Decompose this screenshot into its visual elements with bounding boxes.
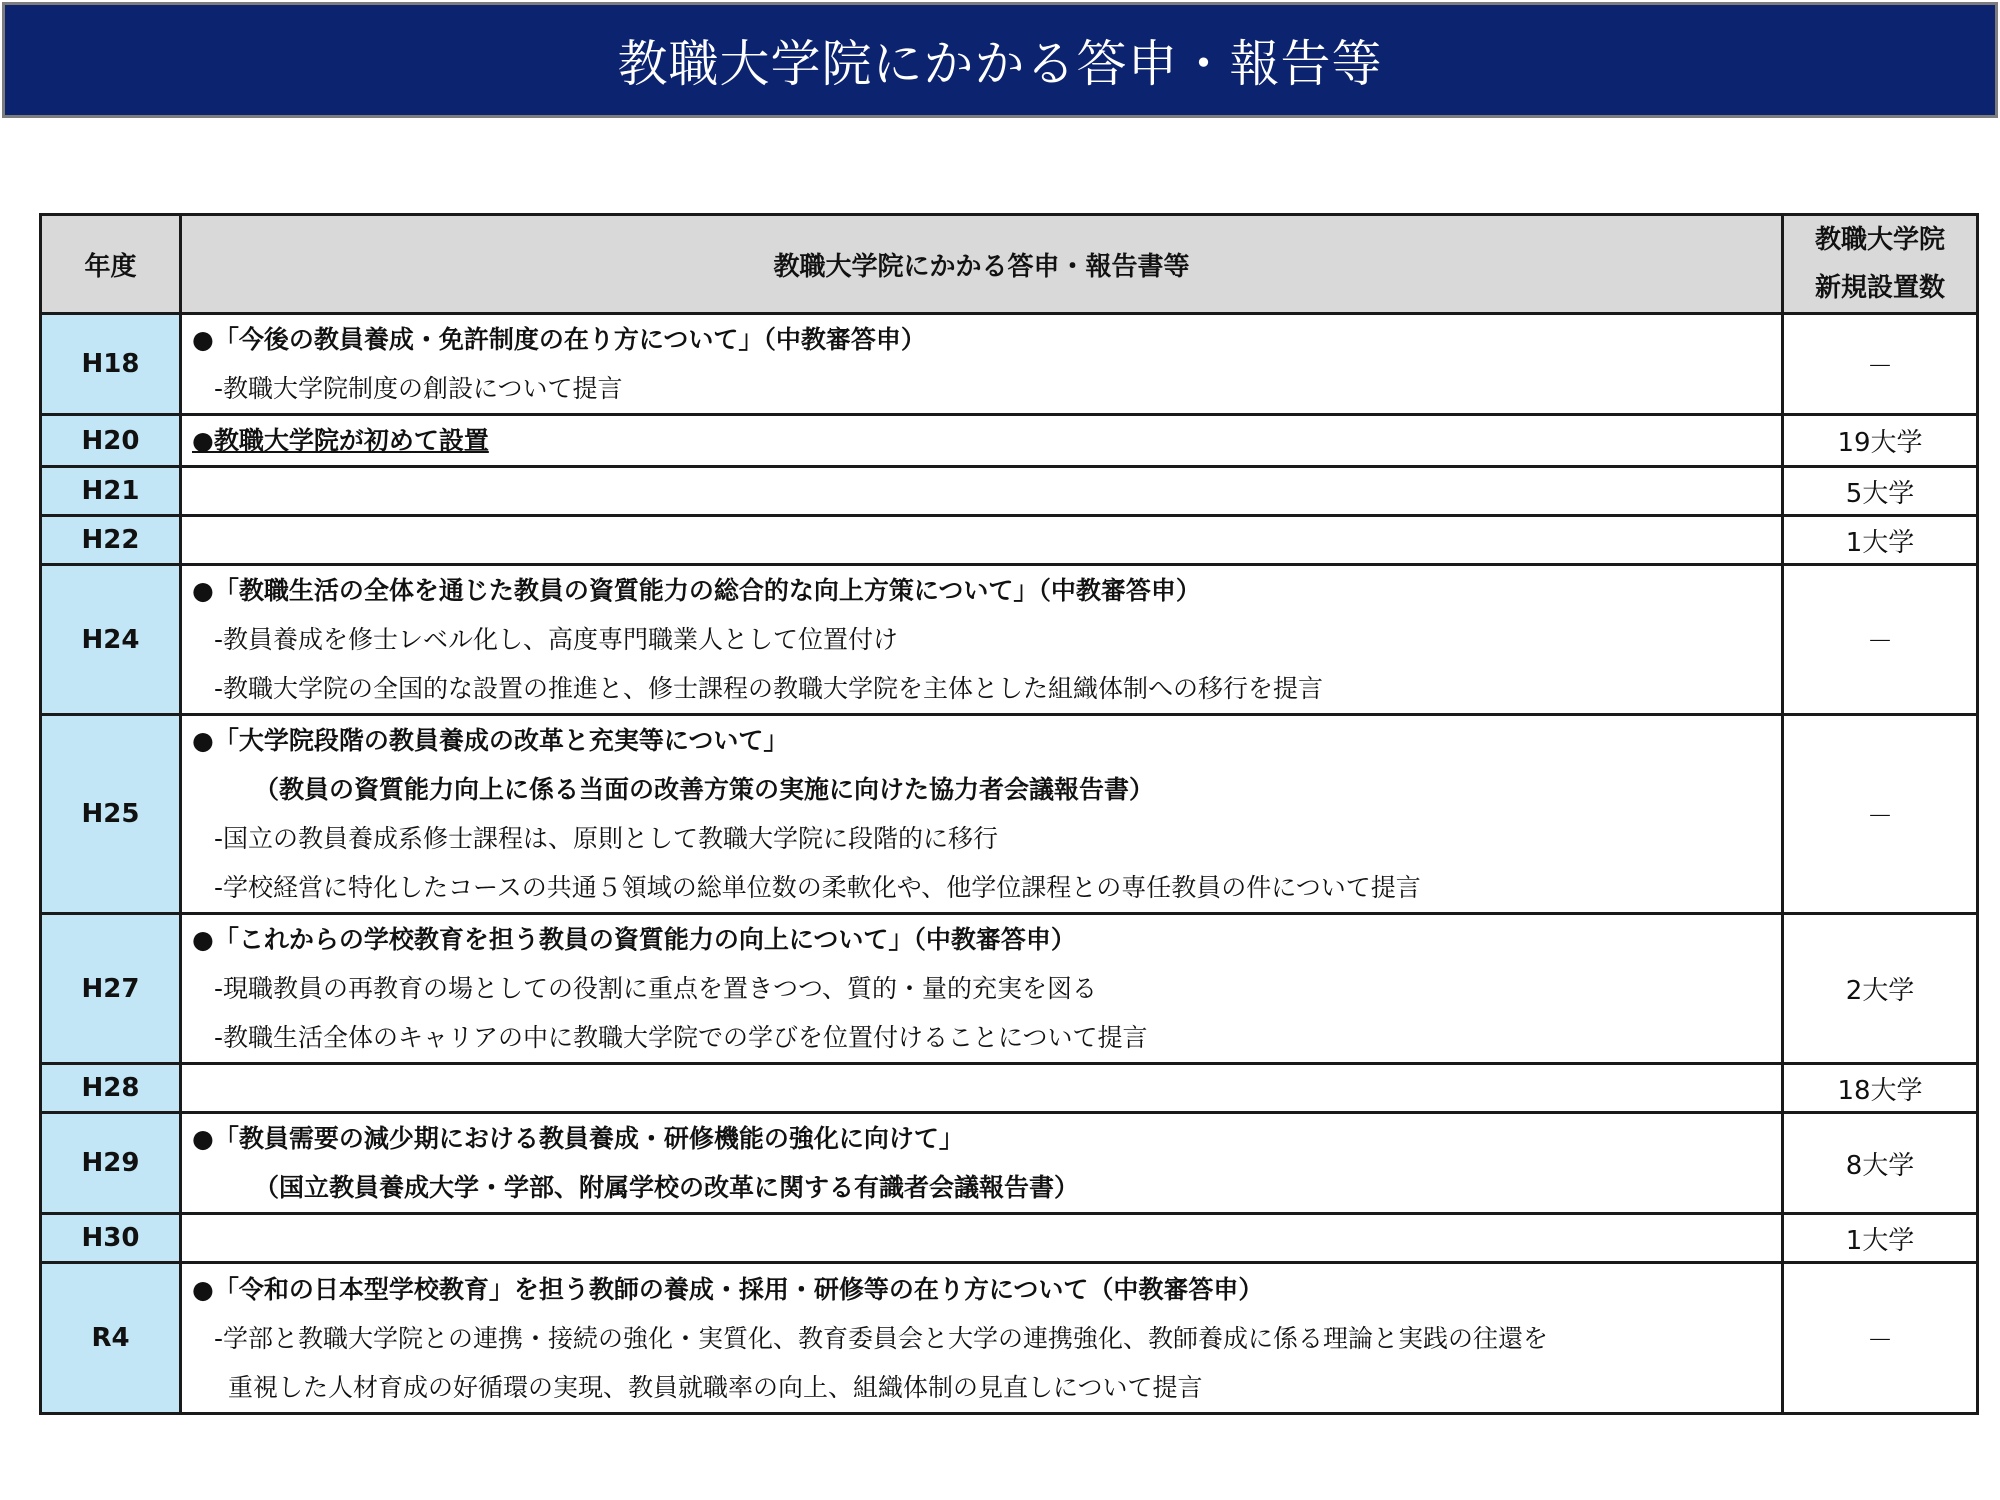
report-point: -現職教員の再教育の場としての役割に重点を置きつつ、質的・量的充実を図る	[214, 974, 1098, 1003]
year-cell: H22	[41, 516, 181, 565]
report-point: -教職生活全体のキャリアの中に教職大学院での学びを位置付けることについて提言	[214, 1023, 1148, 1052]
table-row	[41, 1263, 1978, 1414]
report-point: -教員養成を修士レベル化し、高度専門職業人として位置付け	[214, 625, 899, 654]
description-cell	[181, 565, 1783, 715]
description-cell	[181, 914, 1783, 1064]
count-cell: 8大学	[1783, 1113, 1978, 1214]
report-point: -教職大学院制度の創設について提言	[214, 374, 623, 403]
description-cell	[181, 467, 1783, 516]
description-cell	[181, 415, 1783, 467]
year-cell: H28	[41, 1064, 181, 1113]
year-cell: H21	[41, 467, 181, 516]
table-row	[41, 516, 1978, 565]
description-cell	[181, 516, 1783, 565]
report-headline: ●「教員需要の減少期における教員養成・研修機能の強化に向けて」	[192, 1124, 964, 1153]
count-cell: 19大学	[1783, 415, 1978, 467]
table-row	[41, 715, 1978, 914]
report-point: -学校経営に特化したコースの共通５領域の総単位数の柔軟化や、他学位課程との専任教員の件について提言	[214, 873, 1421, 902]
report-subheadline: （国立教員養成大学・学部、附属学校の改革に関する有識者会議報告書）	[254, 1173, 1080, 1202]
description-cell	[181, 1064, 1783, 1113]
header-count	[1783, 215, 1978, 314]
table-header-row	[41, 215, 1978, 314]
count-cell: 1大学	[1783, 1214, 1978, 1263]
header-description: 教職大学院にかかる答申・報告書等	[181, 215, 1783, 314]
table-row	[41, 467, 1978, 516]
description-cell	[181, 1214, 1783, 1263]
year-cell: H30	[41, 1214, 181, 1263]
header-count-line2: 新規設置数	[1814, 273, 1945, 303]
count-cell: －	[1783, 1263, 1978, 1414]
title-bar	[2, 2, 1998, 118]
count-cell: 18大学	[1783, 1064, 1978, 1113]
report-point: 重視した人材育成の好循環の実現、教員就職率の向上、組織体制の見直しについて提言	[228, 1372, 1203, 1402]
header-year: 年度	[41, 215, 181, 314]
table-row	[41, 415, 1978, 467]
count-cell: －	[1783, 715, 1978, 914]
year-cell: H25	[41, 715, 181, 914]
table-row	[41, 565, 1978, 715]
report-headline: ●「令和の日本型学校教育」を担う教師の養成・採用・研修等の在り方について（中教審答申）	[192, 1274, 1264, 1304]
report-headline: ●「教職生活の全体を通じた教員の資質能力の総合的な向上方策について」（中教審答申）	[192, 576, 1201, 605]
year-cell: H24	[41, 565, 181, 715]
table-row	[41, 1214, 1978, 1263]
header-count-line1: 教職大学院	[1814, 225, 1945, 255]
year-cell: H29	[41, 1113, 181, 1214]
description-cell	[181, 1113, 1783, 1214]
report-headline: ●「これからの学校教育を担う教員の資質能力の向上について」（中教審答申）	[192, 925, 1076, 954]
table-row	[41, 1064, 1978, 1113]
year-cell: H18	[41, 314, 181, 415]
description-cell	[181, 1263, 1783, 1414]
table-row	[41, 314, 1978, 415]
count-cell: 1大学	[1783, 516, 1978, 565]
report-point: -学部と教職大学院との連携・接続の強化・実質化、教育委員会と大学の連携強化、教師養成に係る理論と実践の往還を	[214, 1323, 1549, 1353]
report-subheadline: （教員の資質能力向上に係る当面の改善方策の実施に向けた協力者会議報告書）	[254, 775, 1155, 804]
table-row	[41, 914, 1978, 1064]
description-cell	[181, 715, 1783, 914]
report-point: -教職大学院の全国的な設置の推進と、修士課程の教職大学院を主体とした組織体制への移行を提言	[214, 674, 1324, 703]
report-headline: ●「今後の教員養成・免許制度の在り方について」（中教審答申）	[192, 325, 926, 354]
report-headline: ●「大学院段階の教員養成の改革と充実等について」	[192, 726, 789, 755]
description-cell	[181, 314, 1783, 415]
report-headline: ●教職大学院が初めて設置	[192, 426, 489, 455]
year-cell: H20	[41, 415, 181, 467]
page-title: 教職大学院にかかる答申・報告等	[617, 35, 1383, 93]
year-cell: H27	[41, 914, 181, 1064]
report-point: -国立の教員養成系修士課程は、原則として教職大学院に段階的に移行	[214, 824, 999, 853]
count-cell: 5大学	[1783, 467, 1978, 516]
count-cell: －	[1783, 565, 1978, 715]
table-row	[41, 1113, 1978, 1214]
reports-table	[39, 213, 1979, 1415]
count-cell: 2大学	[1783, 914, 1978, 1064]
year-cell: R4	[41, 1263, 181, 1414]
count-cell: －	[1783, 314, 1978, 415]
